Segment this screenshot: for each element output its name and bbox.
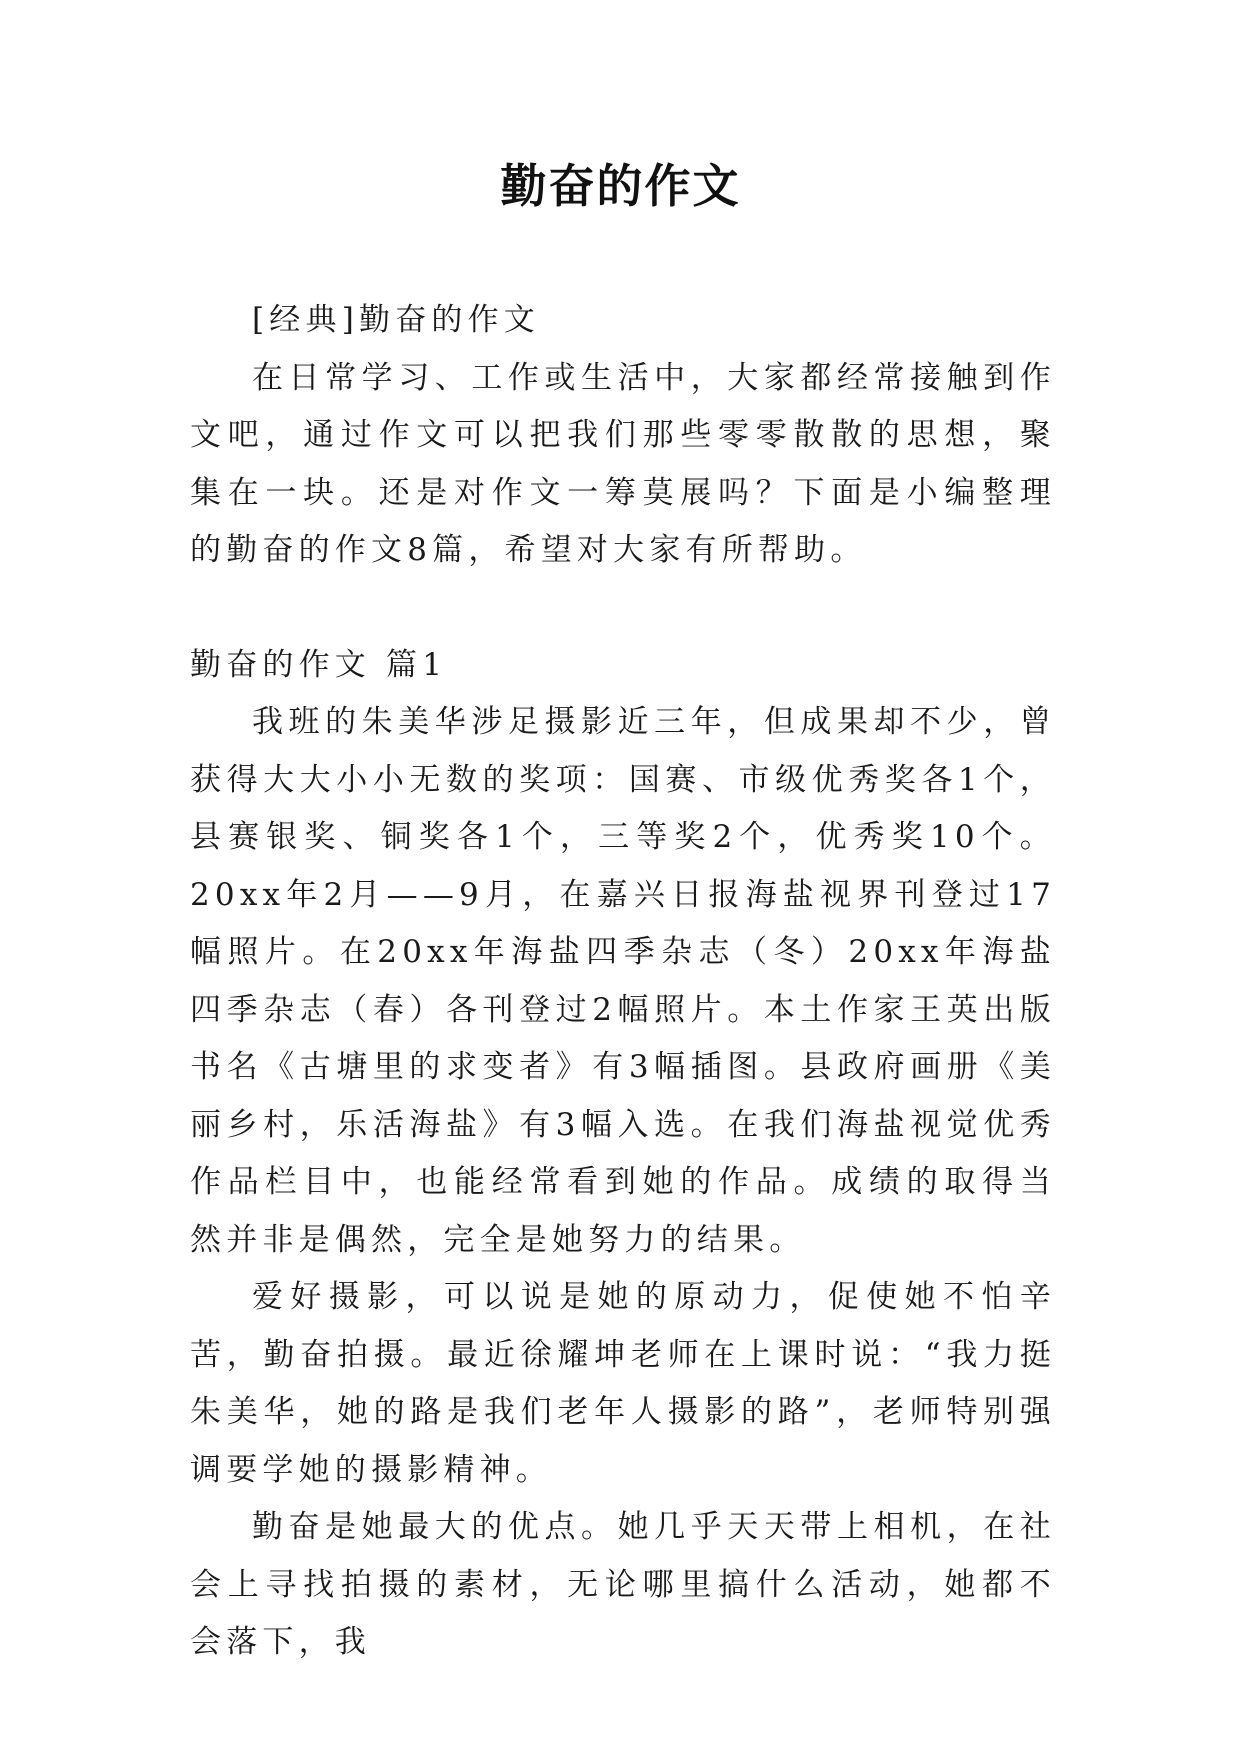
intro-paragraph: 在日常学习、工作或生活中，大家都经常接触到作文吧，通过作文可以把我们那些零零散散的思想，聚集在一块。还是对作文一筹莫展吗？下面是小编整理的勤奋的作文8篇，希望对大家有所帮助。 xyxy=(190,359,1056,568)
body-paragraph-2: 爱好摄影，可以说是她的原动力，促使她不怕辛苦，勤奋拍摄。最近徐耀坤老师在上课时说：“我力挺朱美华，她的路是我们老年人摄影的路”，老师特别强调要学她的摄影精神。 xyxy=(190,1279,1056,1488)
document-title: 勤奋的作文 xyxy=(500,159,741,213)
body-paragraph-3: 勤奋是她最大的优点。她几乎天天带上相机，在社会上寻找拍摄的素材，无论哪里搞什么活动，她都不会落下，我 xyxy=(190,1509,1056,1660)
body-paragraph-1: 我班的朱美华涉足摄影近三年，但成果却不少，曾获得大大小小无数的奖项：国赛、市级优秀奖各1个，县赛银奖、铜奖各1个，三等奖2个，优秀奖10个。20xx年2月——9月，在嘉兴日报海盐视界刊登过17幅照片。在20xx年海盐四季杂志（冬）20xx年海盐四季杂志（春）各刊登过2幅照片。本土作家王英出版书名《古塘里的求变者》有3幅插图。县政府画册《美丽乡村，乐活海盐》有3幅入选。在我们海盐视觉优秀作品栏目中，也能经常看到她的作品。成绩的取得当然并非是偶然，完全是她努力的结果。 xyxy=(190,704,1056,1258)
section-spacer xyxy=(190,580,1056,637)
document-body xyxy=(190,292,1056,1672)
subtitle-line: [经典]勤奋的作文 xyxy=(252,302,540,338)
section-heading: 勤奋的作文 篇1 xyxy=(190,646,448,683)
